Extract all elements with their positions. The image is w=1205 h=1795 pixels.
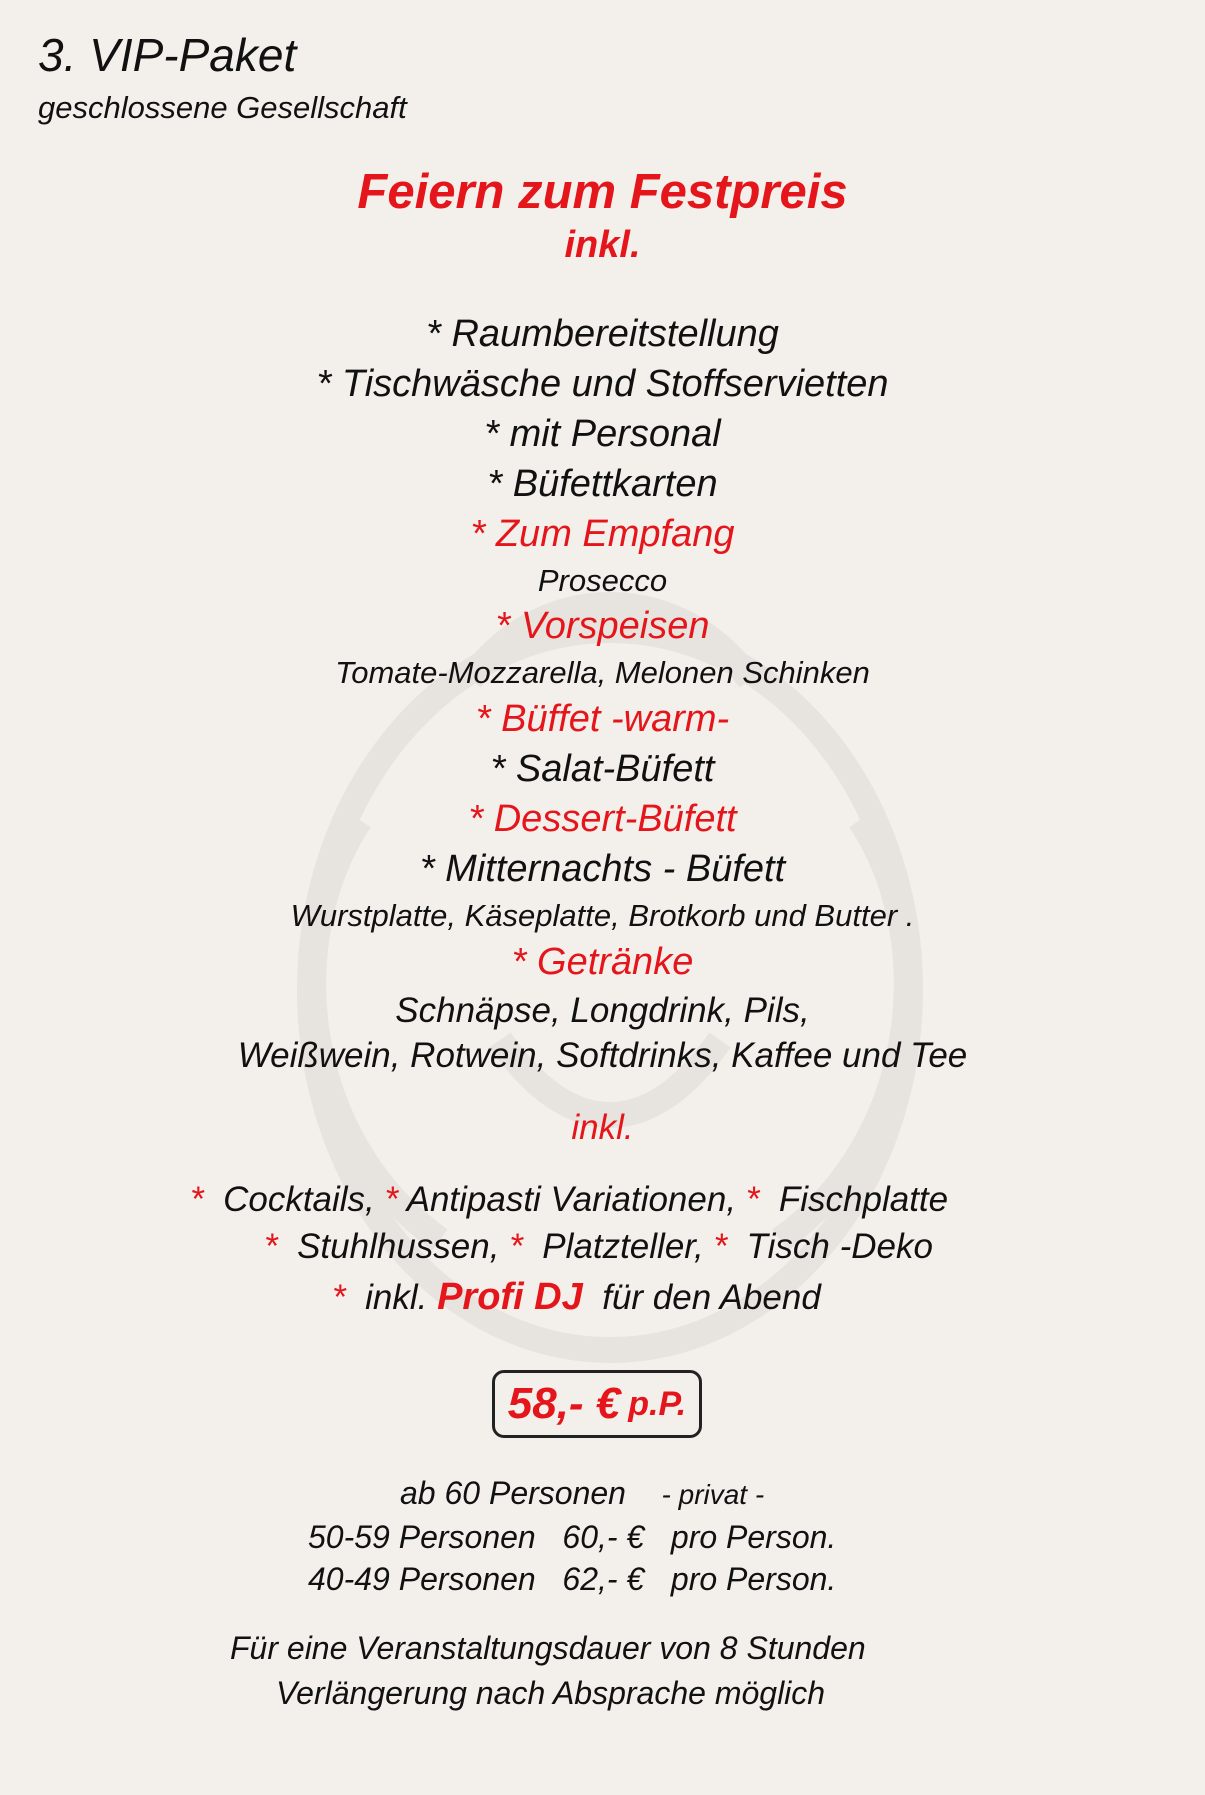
menu-line-detail: Weißwein, Rotwein, Softdrinks, Kaffee und Tee	[237, 1036, 968, 1075]
extension-note: Verlängerung nach Absprache möglich	[276, 1675, 826, 1711]
extra-item: Stuhlhussen,	[297, 1227, 500, 1266]
tier-unit: pro Person.	[670, 1561, 837, 1597]
menu-section-heading: * Zum Empfang	[470, 513, 735, 555]
extras-line-1	[190, 1180, 948, 1220]
menu-line: * Mitternachts - Büfett	[419, 848, 786, 890]
menu-line-detail: Wurstplatte, Käseplatte, Brotkorb und Butter .	[290, 898, 915, 933]
bullet-star: *	[745, 1180, 760, 1219]
extra-item: inkl.	[365, 1278, 428, 1317]
tier-note: - privat -	[661, 1479, 765, 1510]
hero-inkl: inkl.	[564, 224, 641, 266]
menu-line-detail: Tomate-Mozzarella, Melonen Schinken	[335, 655, 870, 690]
bullet-star: *	[264, 1227, 278, 1266]
bullet-star: *	[384, 1180, 399, 1219]
tier-row	[308, 1561, 836, 1598]
menu-section-heading: * Getränke	[511, 941, 694, 983]
extra-item: Platzteller,	[542, 1227, 704, 1266]
tier-row	[308, 1519, 836, 1556]
menu-section-heading: * Dessert-Büfett	[468, 798, 737, 840]
menu-line-detail: Prosecco	[537, 563, 668, 598]
extras-inkl: inkl.	[571, 1108, 634, 1147]
tier-price: 62,- €	[562, 1561, 645, 1597]
tier-persons: 40-49 Personen	[308, 1561, 536, 1597]
menu-section-heading: * Vorspeisen	[495, 605, 710, 647]
menu-line: * Tischwäsche und Stoffservietten	[316, 363, 889, 405]
extras-line-3	[332, 1276, 821, 1319]
extra-item: Antipasti Variationen,	[406, 1180, 737, 1219]
menu-line: * Raumbereitstellung	[426, 313, 779, 355]
extras-line-2	[264, 1227, 933, 1267]
extra-item: Cocktails,	[223, 1180, 375, 1219]
tier-persons: ab 60 Personen	[400, 1475, 626, 1511]
profi-dj-highlight: Profi DJ	[437, 1276, 583, 1318]
tier-persons: 50-59 Personen	[308, 1519, 536, 1555]
tier-price: 60,- €	[562, 1519, 645, 1555]
tier-unit: pro Person.	[670, 1519, 837, 1555]
package-subtitle: geschlossene Gesellschaft	[38, 90, 407, 125]
tier-row	[400, 1475, 764, 1512]
extra-item: Fischplatte	[778, 1180, 949, 1219]
bullet-star: *	[509, 1227, 523, 1266]
menu-line: * Büfettkarten	[487, 463, 718, 505]
menu-line: * mit Personal	[484, 413, 721, 455]
package-title: 3. VIP-Paket	[38, 29, 297, 81]
bullet-star: *	[332, 1278, 346, 1317]
menu-line: * Salat-Büfett	[490, 748, 715, 790]
extra-item: für den Abend	[602, 1278, 821, 1317]
price-value: 58,- €	[507, 1379, 621, 1428]
hero-headline: Feiern zum Festpreis	[357, 165, 848, 219]
bullet-star: *	[190, 1180, 204, 1219]
bullet-star: *	[713, 1227, 728, 1266]
price-box	[492, 1370, 702, 1438]
extra-item: Tisch -Deko	[746, 1227, 933, 1266]
price-unit: p.P.	[628, 1384, 687, 1423]
menu-section-heading: * Büffet -warm-	[475, 698, 730, 740]
menu-line-detail: Schnäpse, Longdrink, Pils,	[395, 991, 810, 1030]
duration-note: Für eine Veranstaltungsdauer von 8 Stunden	[230, 1630, 866, 1666]
